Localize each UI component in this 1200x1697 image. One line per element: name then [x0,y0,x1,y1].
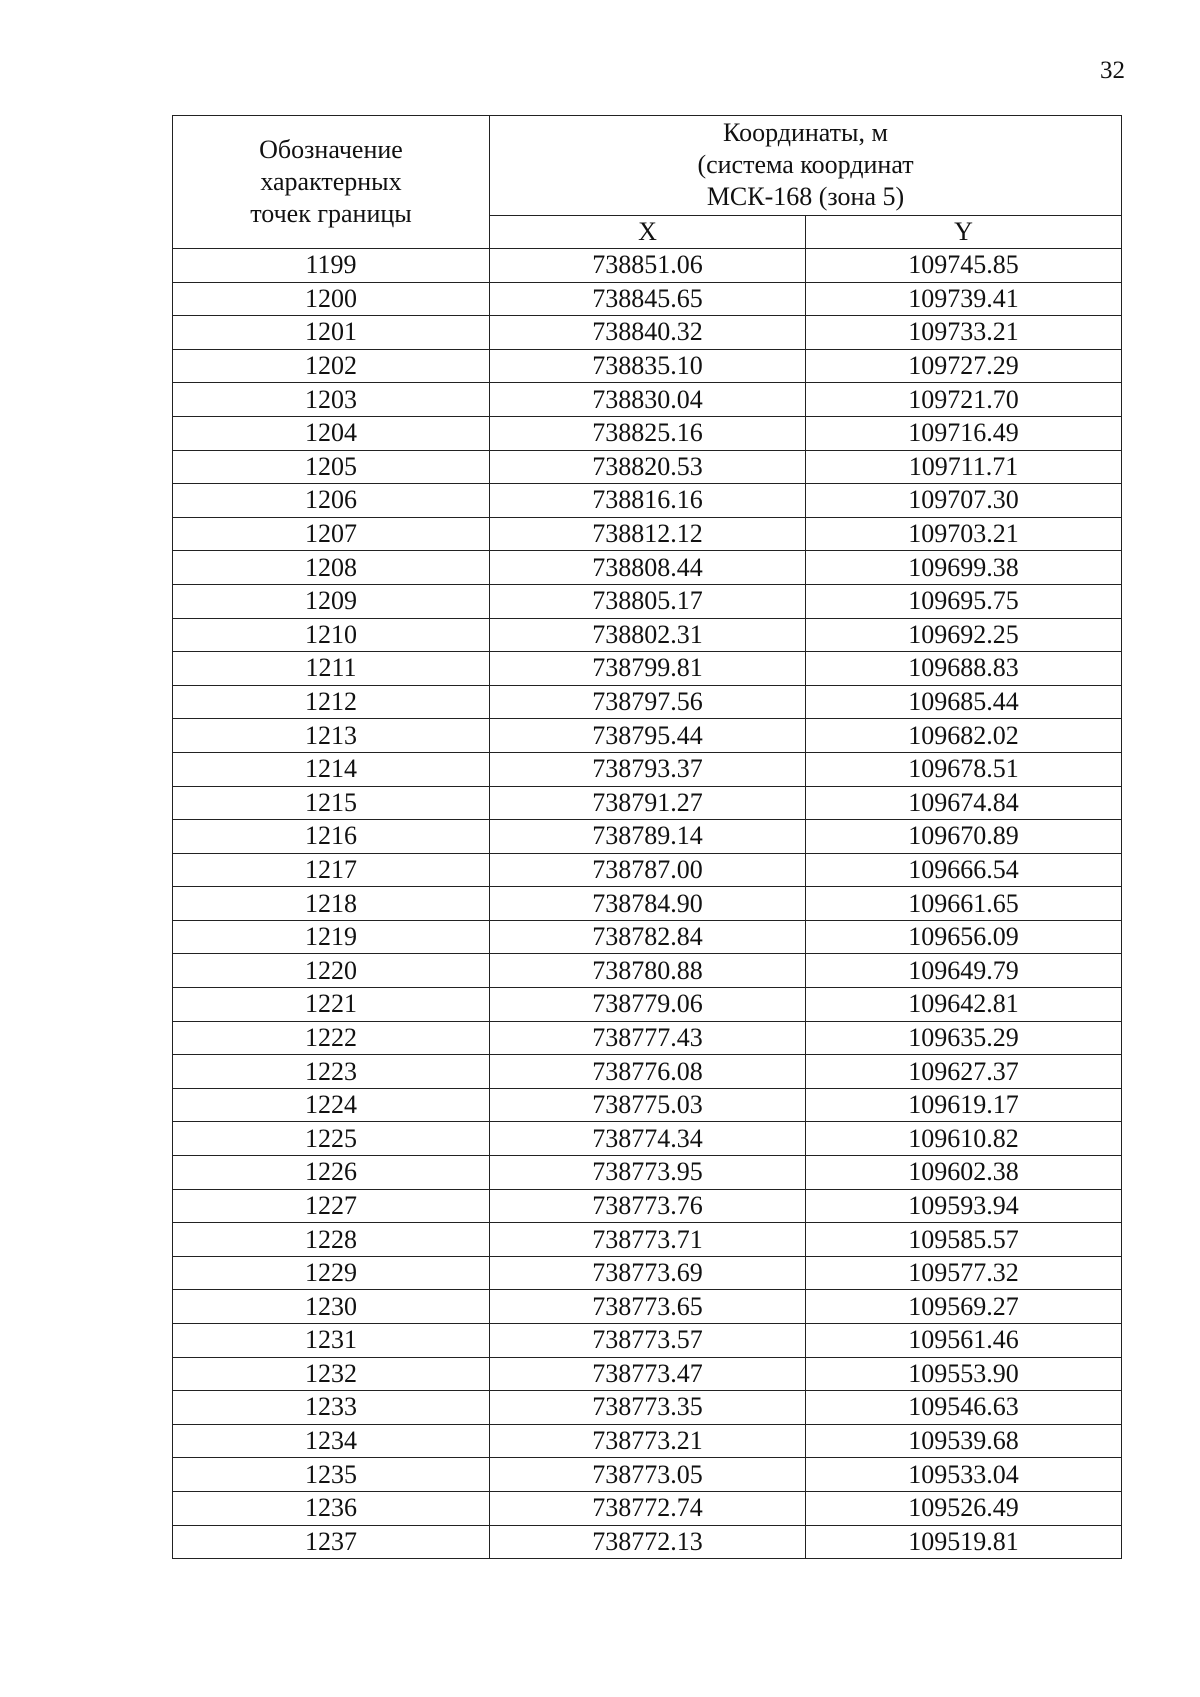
y-coordinate-cell: 109642.81 [806,988,1122,1022]
point-cell: 1225 [173,1122,490,1156]
y-coordinate-cell: 109716.49 [806,416,1122,450]
table-row [173,618,1122,652]
y-coordinate-cell: 109688.83 [806,652,1122,686]
x-coordinate-cell: 738773.65 [490,1290,806,1324]
point-cell: 1226 [173,1156,490,1190]
y-coordinate-cell: 109661.65 [806,887,1122,921]
table-row [173,282,1122,316]
x-coordinate-cell: 738795.44 [490,719,806,753]
table-row [173,1458,1122,1492]
y-coordinate-cell: 109711.71 [806,450,1122,484]
table-row [173,820,1122,854]
point-cell: 1199 [173,249,490,283]
point-cell: 1201 [173,316,490,350]
point-cell: 1212 [173,685,490,719]
x-coordinate-cell: 738791.27 [490,786,806,820]
table-row [173,920,1122,954]
table-row [173,786,1122,820]
table-row [173,988,1122,1022]
y-column-header: Y [806,215,1122,248]
point-cell: 1227 [173,1189,490,1223]
x-coordinate-cell: 738773.35 [490,1391,806,1425]
point-cell: 1219 [173,920,490,954]
point-cell: 1232 [173,1357,490,1391]
table-row [173,416,1122,450]
x-coordinate-cell: 738799.81 [490,652,806,686]
table-row [173,1357,1122,1391]
table-row [173,484,1122,518]
y-coordinate-cell: 109682.02 [806,719,1122,753]
y-coordinate-cell: 109539.68 [806,1424,1122,1458]
point-cell: 1223 [173,1055,490,1089]
point-cell: 1204 [173,416,490,450]
point-cell: 1234 [173,1424,490,1458]
x-coordinate-cell: 738812.12 [490,517,806,551]
table-row [173,517,1122,551]
point-designation-header [173,116,490,249]
y-coordinate-cell: 109649.79 [806,954,1122,988]
table-row [173,1256,1122,1290]
y-coordinate-cell: 109674.84 [806,786,1122,820]
x-coordinate-cell: 738772.13 [490,1525,806,1559]
table-header [173,116,1122,249]
y-coordinate-cell: 109721.70 [806,383,1122,417]
x-coordinate-cell: 738830.04 [490,383,806,417]
point-cell: 1215 [173,786,490,820]
x-coordinate-cell: 738773.76 [490,1189,806,1223]
coordinates-header [490,116,1122,216]
x-coordinate-cell: 738772.74 [490,1491,806,1525]
x-coordinate-cell: 738776.08 [490,1055,806,1089]
x-coordinate-cell: 738782.84 [490,920,806,954]
x-coordinate-cell: 738808.44 [490,551,806,585]
table-row [173,1021,1122,1055]
y-coordinate-cell: 109519.81 [806,1525,1122,1559]
table-row [173,954,1122,988]
x-coordinate-cell: 738793.37 [490,752,806,786]
point-cell: 1231 [173,1324,490,1358]
table-row [173,1122,1122,1156]
point-cell: 1220 [173,954,490,988]
point-cell: 1203 [173,383,490,417]
coords-header-line: Координаты, м [723,118,888,148]
table-row [173,719,1122,753]
table-row [173,1156,1122,1190]
x-coordinate-cell: 738773.57 [490,1324,806,1358]
header-row-top [173,116,1122,216]
x-coordinate-cell: 738773.69 [490,1256,806,1290]
x-coordinate-cell: 738802.31 [490,618,806,652]
table-row [173,349,1122,383]
point-cell: 1224 [173,1088,490,1122]
y-coordinate-cell: 109703.21 [806,517,1122,551]
table-row [173,584,1122,618]
y-coordinate-cell: 109685.44 [806,685,1122,719]
table-row [173,652,1122,686]
point-header-line: точек границы [250,199,412,228]
point-cell: 1206 [173,484,490,518]
point-cell: 1218 [173,887,490,921]
x-coordinate-cell: 738775.03 [490,1088,806,1122]
y-coordinate-cell: 109707.30 [806,484,1122,518]
table-row [173,1290,1122,1324]
table-row [173,316,1122,350]
x-coordinate-cell: 738835.10 [490,349,806,383]
x-coordinate-cell: 738779.06 [490,988,806,1022]
point-cell: 1207 [173,517,490,551]
y-coordinate-cell: 109585.57 [806,1223,1122,1257]
y-coordinate-cell: 109593.94 [806,1189,1122,1223]
point-cell: 1236 [173,1491,490,1525]
x-column-header: X [490,215,806,248]
table-row [173,685,1122,719]
point-cell: 1235 [173,1458,490,1492]
table-row [173,249,1122,283]
point-cell: 1221 [173,988,490,1022]
x-coordinate-cell: 738845.65 [490,282,806,316]
page-number: 32 [1100,57,1125,84]
table-row [173,1055,1122,1089]
point-cell: 1210 [173,618,490,652]
table-row [173,1088,1122,1122]
point-cell: 1237 [173,1525,490,1559]
point-cell: 1208 [173,551,490,585]
x-coordinate-cell: 738851.06 [490,249,806,283]
y-coordinate-cell: 109670.89 [806,820,1122,854]
x-coordinate-cell: 738774.34 [490,1122,806,1156]
y-coordinate-cell: 109692.25 [806,618,1122,652]
y-coordinate-cell: 109526.49 [806,1491,1122,1525]
y-coordinate-cell: 109602.38 [806,1156,1122,1190]
table-row [173,551,1122,585]
point-cell: 1209 [173,584,490,618]
point-cell: 1200 [173,282,490,316]
table-row [173,1391,1122,1425]
point-cell: 1230 [173,1290,490,1324]
y-coordinate-cell: 109678.51 [806,752,1122,786]
y-coordinate-cell: 109695.75 [806,584,1122,618]
point-cell: 1222 [173,1021,490,1055]
point-cell: 1214 [173,752,490,786]
table-row [173,1424,1122,1458]
point-cell: 1233 [173,1391,490,1425]
y-coordinate-cell: 109656.09 [806,920,1122,954]
x-coordinate-cell: 738780.88 [490,954,806,988]
x-coordinate-cell: 738773.47 [490,1357,806,1391]
table-row [173,383,1122,417]
y-coordinate-cell: 109533.04 [806,1458,1122,1492]
table-row [173,752,1122,786]
table-row [173,1223,1122,1257]
x-coordinate-cell: 738773.21 [490,1424,806,1458]
y-coordinate-cell: 109699.38 [806,551,1122,585]
point-cell: 1205 [173,450,490,484]
table-row [173,1525,1122,1559]
table-row [173,853,1122,887]
x-coordinate-cell: 738825.16 [490,416,806,450]
point-cell: 1216 [173,820,490,854]
point-cell: 1217 [173,853,490,887]
coords-header-line: (система координат [697,150,914,180]
y-coordinate-cell: 109553.90 [806,1357,1122,1391]
x-coordinate-cell: 738805.17 [490,584,806,618]
y-coordinate-cell: 109727.29 [806,349,1122,383]
table-row [173,1324,1122,1358]
coords-header-line: МСК-168 (зона 5) [706,182,905,212]
coordinates-table [172,115,1122,1559]
x-coordinate-cell: 738773.95 [490,1156,806,1190]
y-coordinate-cell: 109733.21 [806,316,1122,350]
x-coordinate-cell: 738789.14 [490,820,806,854]
y-coordinate-cell: 109666.54 [806,853,1122,887]
point-header-line: характерных [260,167,402,196]
y-coordinate-cell: 109569.27 [806,1290,1122,1324]
x-coordinate-cell: 738784.90 [490,887,806,921]
x-coordinate-cell: 738777.43 [490,1021,806,1055]
point-cell: 1211 [173,652,490,686]
y-coordinate-cell: 109635.29 [806,1021,1122,1055]
table-row [173,1189,1122,1223]
table-body [173,249,1122,1559]
y-coordinate-cell: 109739.41 [806,282,1122,316]
y-coordinate-cell: 109546.63 [806,1391,1122,1425]
point-header-line: Обозначение [259,135,403,164]
x-coordinate-cell: 738840.32 [490,316,806,350]
x-coordinate-cell: 738816.16 [490,484,806,518]
table-row [173,887,1122,921]
y-coordinate-cell: 109561.46 [806,1324,1122,1358]
x-coordinate-cell: 738797.56 [490,685,806,719]
point-cell: 1213 [173,719,490,753]
point-cell: 1229 [173,1256,490,1290]
y-coordinate-cell: 109577.32 [806,1256,1122,1290]
x-coordinate-cell: 738787.00 [490,853,806,887]
point-cell: 1202 [173,349,490,383]
y-coordinate-cell: 109745.85 [806,249,1122,283]
table-row [173,1491,1122,1525]
y-coordinate-cell: 109610.82 [806,1122,1122,1156]
x-coordinate-cell: 738773.71 [490,1223,806,1257]
x-coordinate-cell: 738773.05 [490,1458,806,1492]
y-coordinate-cell: 109627.37 [806,1055,1122,1089]
table-row [173,450,1122,484]
x-coordinate-cell: 738820.53 [490,450,806,484]
point-cell: 1228 [173,1223,490,1257]
y-coordinate-cell: 109619.17 [806,1088,1122,1122]
